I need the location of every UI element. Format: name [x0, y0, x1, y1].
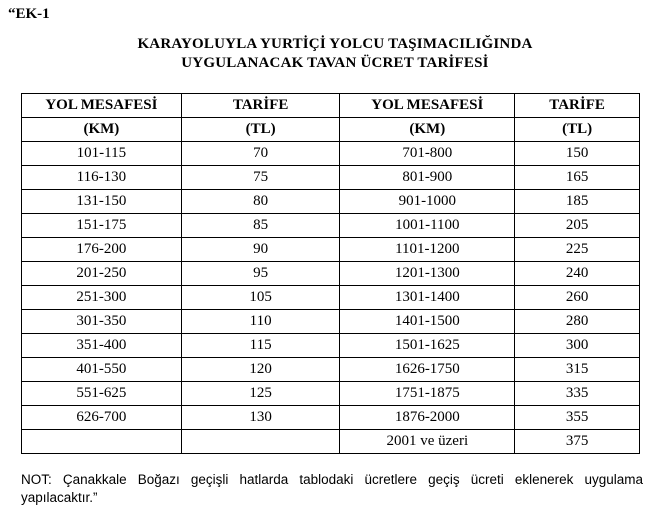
cell-tariff-left: 105: [181, 286, 340, 310]
cell-tariff-left: 80: [181, 190, 340, 214]
cell-tariff-left: 125: [181, 382, 340, 406]
cell-tariff-right: 205: [515, 214, 640, 238]
cell-distance-left: 251-300: [22, 286, 182, 310]
table-row: [22, 142, 640, 166]
table-row: [22, 286, 640, 310]
cell-tariff-left: 90: [181, 238, 340, 262]
cell-distance-right: 1876-2000: [340, 406, 515, 430]
cell-distance-left: 116-130: [22, 166, 182, 190]
cell-distance-left: 351-400: [22, 334, 182, 358]
table-row: [22, 358, 640, 382]
cell-tariff-right: 355: [515, 406, 640, 430]
table-row: [22, 382, 640, 406]
cell-distance-right: 1626-1750: [340, 358, 515, 382]
unit-km-left: (KM): [22, 118, 182, 142]
cell-distance-left: 151-175: [22, 214, 182, 238]
document-title-line1: KARAYOLUYLA YURTİÇİ YOLCU TAŞIMACILIĞINDA: [137, 36, 533, 52]
cell-distance-left: 201-250: [22, 262, 182, 286]
cell-distance-left: 101-115: [22, 142, 182, 166]
document-title-line2: UYGULANACAK TAVAN ÜCRET TARİFESİ: [181, 55, 489, 71]
cell-tariff-right: 375: [515, 430, 640, 454]
cell-distance-right: 1501-1625: [340, 334, 515, 358]
cell-distance-left: 551-625: [22, 382, 182, 406]
cell-distance-left: 176-200: [22, 238, 182, 262]
tariff-table: [21, 93, 640, 454]
table-row: [22, 166, 640, 190]
cell-distance-right: 1101-1200: [340, 238, 515, 262]
cell-tariff-left: 130: [181, 406, 340, 430]
cell-tariff-right: 315: [515, 358, 640, 382]
cell-tariff-right: 185: [515, 190, 640, 214]
cell-tariff-left: 95: [181, 262, 340, 286]
cell-distance-right: 901-1000: [340, 190, 515, 214]
cell-distance-right: 1201-1300: [340, 262, 515, 286]
unit-tl-left: (TL): [181, 118, 340, 142]
cell-distance-right: 701-800: [340, 142, 515, 166]
annex-label: “EK-1: [8, 6, 50, 22]
table-row: [22, 334, 640, 358]
cell-tariff-left: 75: [181, 166, 340, 190]
cell-distance-right: 2001 ve üzeri: [340, 430, 515, 454]
cell-tariff-left: 85: [181, 214, 340, 238]
table-row: [22, 190, 640, 214]
header-row: [22, 94, 640, 118]
cell-distance-left: 401-550: [22, 358, 182, 382]
header-tariff-left: TARİFE: [181, 94, 340, 118]
cell-tariff-right: 280: [515, 310, 640, 334]
cell-tariff-right: 165: [515, 166, 640, 190]
footnote: NOT: Çanakkale Boğazı geçişli hatlarda tablodaki ücretlere geçiş ücreti eklenerek uygulama yapılacaktır.”: [21, 472, 643, 505]
header-distance-left: YOL MESAFESİ: [22, 94, 182, 118]
cell-distance-right: 1301-1400: [340, 286, 515, 310]
unit-km-right: (KM): [340, 118, 515, 142]
header-distance-right: YOL MESAFESİ: [340, 94, 515, 118]
table-row: [22, 310, 640, 334]
header-tariff-right: TARİFE: [515, 94, 640, 118]
table-row: [22, 214, 640, 238]
cell-tariff-left: 110: [181, 310, 340, 334]
unit-tl-right: (TL): [515, 118, 640, 142]
cell-tariff-right: 300: [515, 334, 640, 358]
cell-tariff-right: 335: [515, 382, 640, 406]
cell-distance-right: 801-900: [340, 166, 515, 190]
cell-tariff-left: [181, 430, 340, 454]
cell-tariff-right: 240: [515, 262, 640, 286]
cell-distance-left: 626-700: [22, 406, 182, 430]
table-row: [22, 430, 640, 454]
cell-distance-right: 1001-1100: [340, 214, 515, 238]
unit-row: [22, 118, 640, 142]
cell-distance-left: 301-350: [22, 310, 182, 334]
cell-distance-right: 1751-1875: [340, 382, 515, 406]
table-row: [22, 262, 640, 286]
cell-tariff-right: 260: [515, 286, 640, 310]
cell-tariff-right: 225: [515, 238, 640, 262]
cell-tariff-left: 120: [181, 358, 340, 382]
cell-tariff-left: 115: [181, 334, 340, 358]
cell-distance-left: [22, 430, 182, 454]
table-row: [22, 406, 640, 430]
cell-tariff-right: 150: [515, 142, 640, 166]
cell-distance-right: 1401-1500: [340, 310, 515, 334]
table-row: [22, 238, 640, 262]
cell-tariff-left: 70: [181, 142, 340, 166]
cell-distance-left: 131-150: [22, 190, 182, 214]
